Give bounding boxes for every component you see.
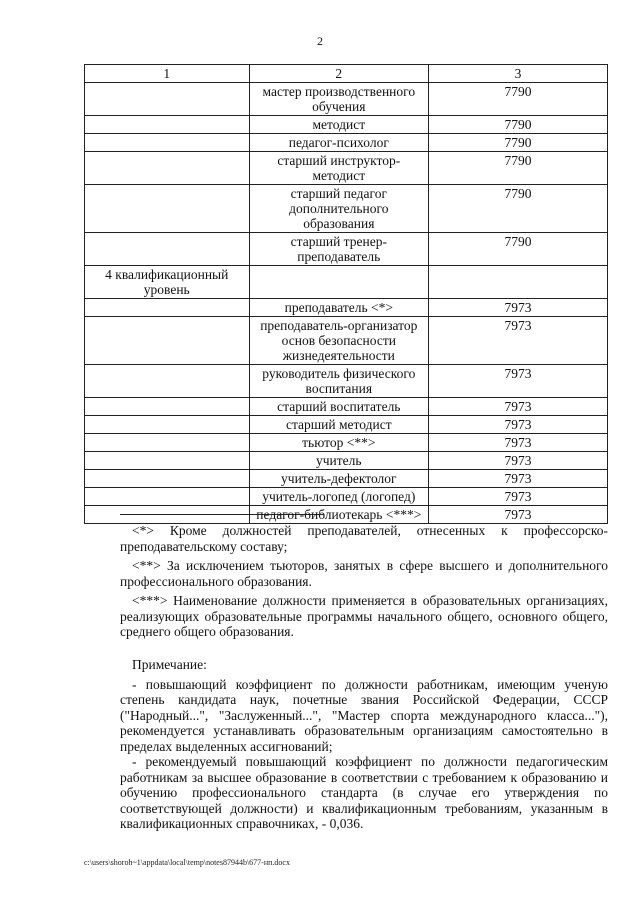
table-cell-c2: педагог-библиотекарь <***>: [249, 506, 429, 524]
table-cell-c3: 7973: [429, 416, 608, 434]
table-cell-c3: 7790: [429, 134, 608, 152]
table-cell-c2: учитель: [249, 452, 429, 470]
table-row: [85, 365, 608, 398]
table-row: [85, 317, 608, 365]
table-cell-c1: [85, 452, 250, 470]
table-cell-c1: [85, 185, 250, 233]
table-row: [85, 116, 608, 134]
table-cell-c3: 7973: [429, 299, 608, 317]
salary-table: [84, 64, 608, 524]
table-row: [85, 398, 608, 416]
footnote-separator: [120, 514, 324, 515]
table-cell-c1: [85, 470, 250, 488]
table-cell-c1: 4 квалификационный уровень: [85, 266, 250, 299]
table-cell-c2: педагог-психолог: [249, 134, 429, 152]
table-cell-c3: 7973: [429, 470, 608, 488]
table-cell-c2: старший педагог дополнительного образования: [249, 185, 429, 233]
table-cell-c1: [85, 398, 250, 416]
table-cell-c3: 7790: [429, 152, 608, 185]
table-cell-c1: [85, 416, 250, 434]
table-cell-c1: [85, 116, 250, 134]
table-cell-c3: 7790: [429, 233, 608, 266]
footnote-1: <*> Кроме должностей преподавателей, отнесенных к профессорско-преподавательскому составу;: [120, 523, 608, 554]
table-cell-c1: [85, 488, 250, 506]
table-cell-c3: 7973: [429, 434, 608, 452]
note-item-2: - рекомендуемый повышающий коэффициент по должности педагогическим работникам за высшее образование в соответствии с требованием к образованию и обучению профессионального стандарта (в случае его утверждения по соответствующей должности) и квалификационным требованиям, указанным в квалификационных справочниках, - 0,036.: [120, 754, 608, 831]
table-cell-c2: тьютор <**>: [249, 434, 429, 452]
table-cell-c2: учитель-логопед (логопед): [249, 488, 429, 506]
table-cell-c3: 7973: [429, 317, 608, 365]
table-cell-c2: учитель-дефектолог: [249, 470, 429, 488]
table-row: [85, 233, 608, 266]
table-cell-c2: методист: [249, 116, 429, 134]
table-row: [85, 185, 608, 233]
note-item-1: - повышающий коэффициент по должности работникам, имеющим ученую степень кандидата наук, почетные звания Российской Федерации, СССР ("Народный...", "Заслуженный...", "Мастер спорта международного класса..."), рекомендуется устанавливать образовательным организациям самостоятельно в пределах выделенных ассигнований;: [120, 676, 608, 754]
table-cell-c3: 7790: [429, 116, 608, 134]
table-cell-c3: 7790: [429, 185, 608, 233]
table-row: [85, 266, 608, 299]
table-row: [85, 83, 608, 116]
table-cell-c1: [85, 152, 250, 185]
table-cell-c1: [85, 434, 250, 452]
table-cell-c2: мастер производственного обучения: [249, 83, 429, 116]
page-number: 2: [317, 34, 323, 48]
footnote-3: <***> Наименование должности применяется в образовательных организациях, реализующих образовательные программы начального общего, основного общего, среднего общего образования.: [120, 593, 608, 639]
table-cell-c2: старший инструктор-методист: [249, 152, 429, 185]
table-row: [85, 134, 608, 152]
table-cell-c2: [249, 266, 429, 299]
footnotes: [120, 514, 608, 644]
table-cell-c2: старший методист: [249, 416, 429, 434]
table-row: [85, 452, 608, 470]
table-row: [85, 470, 608, 488]
note-section: [120, 657, 608, 832]
table-row: [85, 299, 608, 317]
table-cell-c3: 7973: [429, 506, 608, 524]
footnote-2: <**> За исключением тьюторов, занятых в сфере высшего и дополнительного профессионального образования.: [120, 558, 608, 589]
table-cell-c1: [85, 233, 250, 266]
table-row: [85, 152, 608, 185]
table-cell-c1: [85, 83, 250, 116]
table-cell-c3: 7973: [429, 452, 608, 470]
table-cell-c2: руководитель физического воспитания: [249, 365, 429, 398]
file-path-footer: c:\users\shoroh~1\appdata\local\temp\notes87944b\677-нп.docx: [84, 858, 290, 867]
table-cell-c3: [429, 266, 608, 299]
table-cell-c1: [85, 365, 250, 398]
table-cell-c2: старший тренер-преподаватель: [249, 233, 429, 266]
table-cell-c3: 7790: [429, 83, 608, 116]
note-heading: Примечание:: [132, 657, 207, 672]
header-col-3: 3: [429, 65, 608, 83]
header-col-2: 2: [249, 65, 429, 83]
table-cell-c3: 7973: [429, 365, 608, 398]
table-cell-c3: 7973: [429, 488, 608, 506]
table-cell-c1: [85, 134, 250, 152]
table-cell-c3: 7973: [429, 398, 608, 416]
table-header-row: [85, 65, 608, 83]
table-cell-c2: преподаватель-организатор основ безопасности жизнедеятельности: [249, 317, 429, 365]
table-row: [85, 416, 608, 434]
table-cell-c2: преподаватель <*>: [249, 299, 429, 317]
header-col-1: 1: [85, 65, 250, 83]
table-row: [85, 488, 608, 506]
table-cell-c2: старший воспитатель: [249, 398, 429, 416]
table-cell-c1: [85, 317, 250, 365]
table-cell-c1: [85, 299, 250, 317]
table-row: [85, 434, 608, 452]
